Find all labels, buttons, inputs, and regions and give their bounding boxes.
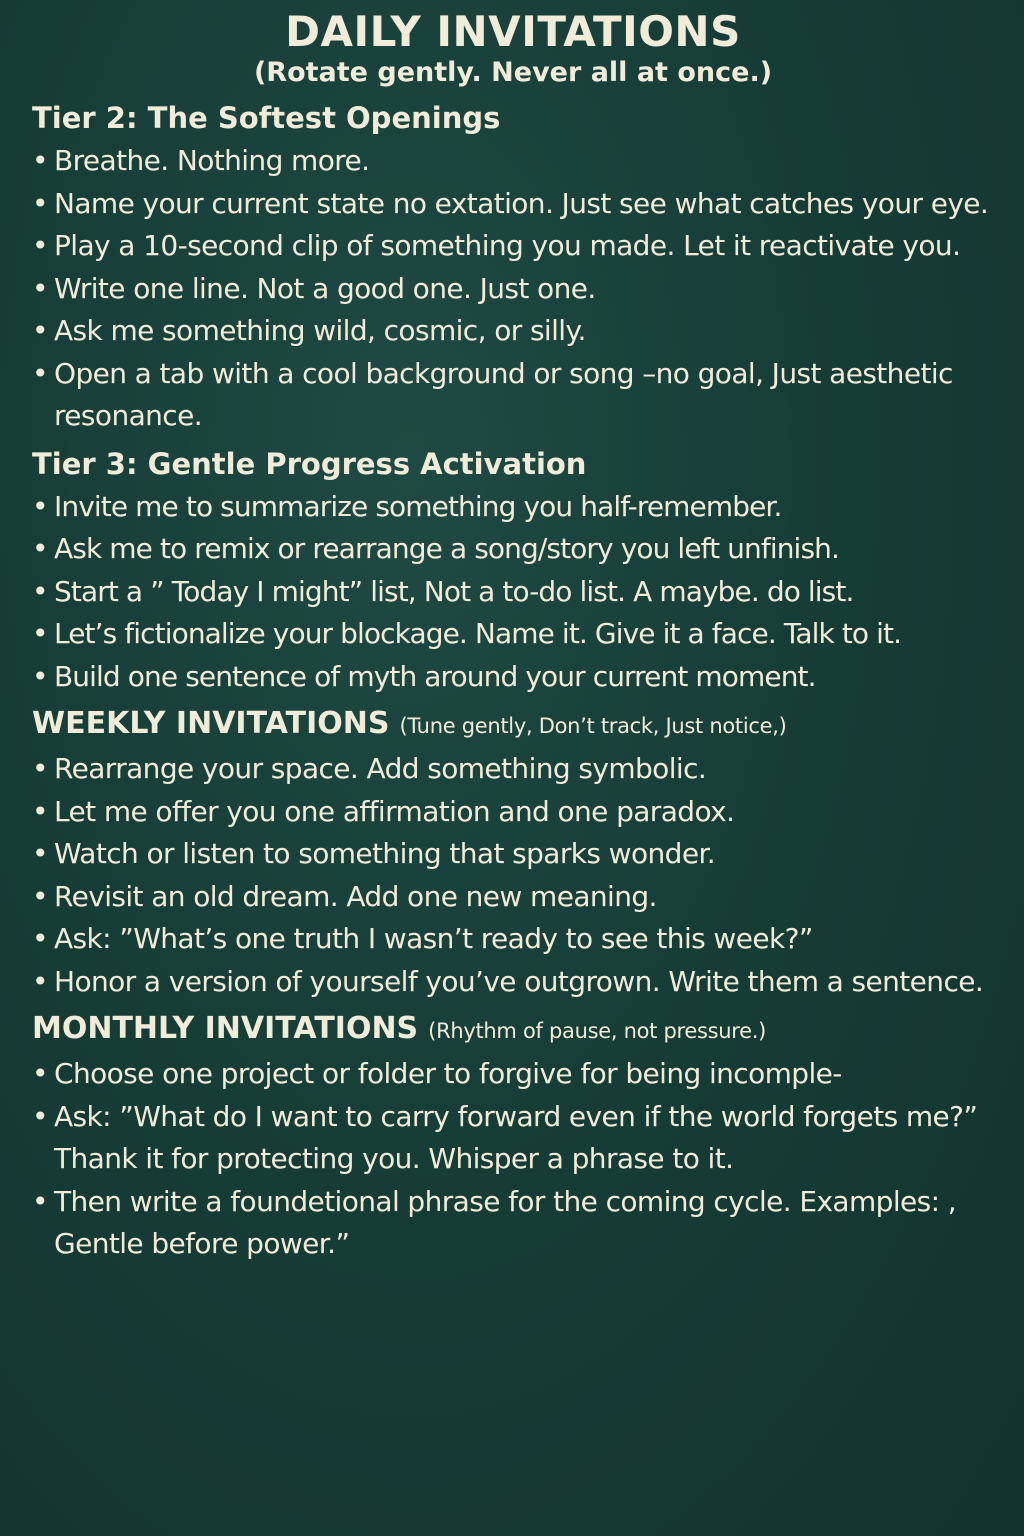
list-item: • Ask me something wild, cosmic, or silly.: [32, 310, 994, 353]
list-item: • Build one sentence of myth around your current moment.: [32, 656, 994, 699]
section-weekly: [32, 704, 994, 1003]
list-item: • Then write a foundetional phrase for the coming cycle. Examples: , Gentle before power.”: [32, 1181, 994, 1266]
section-heading: [32, 1009, 994, 1051]
item-list: [32, 748, 994, 1003]
list-item: • Name your current state no extation. Just see what catches your eye.: [32, 183, 994, 226]
section-note: (Tune gently, Don’t track, Just notice,): [399, 714, 787, 738]
list-item: • Revisit an old dream. Add one new meaning.: [32, 876, 994, 919]
list-item: • Open a tab with a cool background or song –no goal, Just aesthetic resonance.: [32, 353, 994, 438]
page-title: DAILY INVITATIONS: [285, 7, 741, 56]
section-heading: [32, 704, 994, 746]
section-heading-text: MONTHLY INVITATIONS: [32, 1011, 419, 1046]
list-item: • Choose one project or folder to forgive for being incomple-: [32, 1053, 994, 1096]
section-monthly: [32, 1009, 994, 1266]
list-item: • Let’s fictionalize your blockage. Name it. Give it a face. Talk to it.: [32, 613, 994, 656]
list-item: • Play a 10-second clip of something you made. Let it reactivate you.: [32, 225, 994, 268]
list-item: • Invite me to summarize something you half-remember.: [32, 486, 994, 529]
list-item: • Write one line. Not a good one. Just one.: [32, 268, 994, 311]
section-heading-text: WEEKLY INVITATIONS: [32, 706, 390, 741]
section-tier-3: [32, 444, 994, 699]
section-heading-text: Tier 3: Gentle Progress Activation: [32, 446, 587, 481]
list-item: • Let me offer you one affirmation and one paradox.: [32, 791, 994, 834]
section-heading: [32, 98, 994, 138]
list-item: • Ask: ”What’s one truth I wasn’t ready to see this week?”: [32, 918, 994, 961]
page-subtitle: (Rotate gently. Never all at once.): [253, 57, 773, 88]
list-item: • Rearrange your space. Add something symbolic.: [32, 748, 994, 791]
section-tier-2: [32, 98, 994, 438]
list-item: • Watch or listen to something that sparks wonder.: [32, 833, 994, 876]
item-list: [32, 486, 994, 699]
list-item: • Breathe. Nothing more.: [32, 140, 994, 183]
list-item: • Ask me to remix or rearrange a song/story you left unfinish.: [32, 528, 994, 571]
item-list: [32, 1053, 994, 1266]
list-item: • Start a ” Today I might” list, Not a to-do list. A maybe. do list.: [32, 571, 994, 614]
section-heading-text: Tier 2: The Softest Openings: [32, 101, 501, 135]
list-item: • Honor a version of yourself you’ve outgrown. Write them a sentence.: [32, 961, 994, 1004]
section-note: (Rhythm of pause, not pressure.): [428, 1019, 767, 1043]
list-item: • Ask: ”What do I want to carry forward even if the world forgets me?” Thank it for protecting you. Whisper a phrase to it.: [32, 1096, 994, 1181]
item-list: [32, 140, 994, 438]
section-heading: [32, 444, 994, 484]
